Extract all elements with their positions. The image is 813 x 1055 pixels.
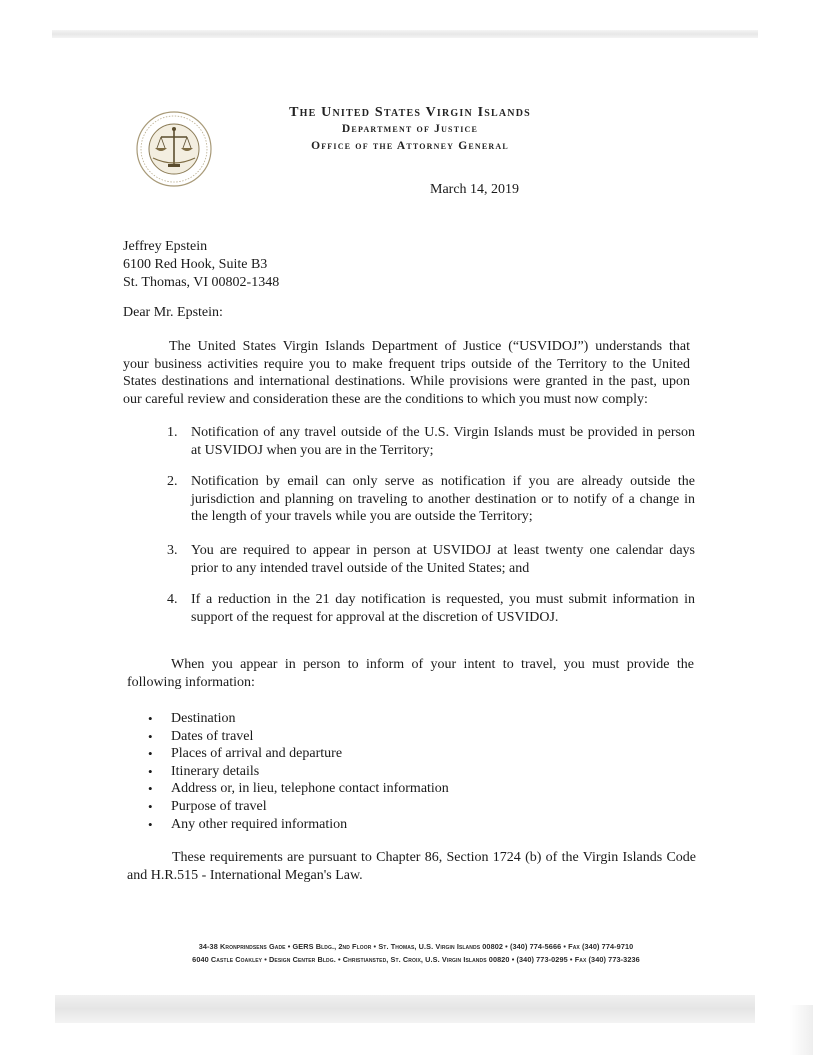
bullet-icon: •: [148, 746, 153, 762]
list-item: [148, 745, 449, 763]
footer-address-st-croix: 6040 Castle Coakley • Design Center Bldg. • Christiansted, St. Croix, U.S. Virgin Islands 00820 • (340) 773-0295 • Fax (340) 773-3236: [192, 955, 640, 964]
letterhead-footer: [60, 940, 772, 966]
bullet-icon: •: [148, 711, 153, 726]
list-item-text: Itinerary details: [171, 763, 260, 779]
condition-number: 1.: [167, 425, 178, 440]
list-item-text: Purpose of travel: [171, 798, 267, 814]
required-info-list: [148, 710, 449, 833]
intro-paragraph-line: our careful review and consideration these are the conditions to which you must now comply:: [123, 391, 648, 407]
condition-item: [167, 473, 695, 526]
list-item-text: Places of arrival and departure: [171, 746, 343, 762]
condition-number: 4.: [167, 592, 178, 607]
recipient-address-line-1: 6100 Red Hook, Suite B3: [123, 257, 268, 272]
bullet-icon: •: [148, 798, 153, 814]
condition-line: Notification by email can only serve as notification if you are already outside the: [191, 474, 695, 489]
seal-icon: [135, 110, 213, 188]
footer-address-st-thomas: 34-38 Kronprindsens Gade • GERS Bldg., 2nd Floor • St. Thomas, U.S. Virgin Islands 00802 • (340) 774-5666 • Fax (340) 774-9710: [198, 942, 634, 951]
condition-line: jurisdiction and planning on traveling to another destination or to notify of a change in: [191, 491, 695, 507]
letterhead: [220, 104, 600, 155]
letterhead-department: Department of Justice: [341, 123, 479, 135]
info-paragraph-line: following information:: [127, 674, 255, 690]
condition-item: [167, 424, 695, 459]
recipient-name: Jeffrey Epstein: [123, 239, 208, 254]
list-item-text: Any other required information: [171, 816, 348, 832]
letterhead-office: Office of the Attorney General: [311, 140, 509, 152]
condition-item: [167, 591, 695, 626]
condition-item: [167, 542, 695, 577]
intro-paragraph-line: States destinations and international destinations. While provisions were granted in the past, upon: [123, 374, 690, 389]
condition-line: prior to any intended travel outside of the United States; and: [191, 560, 530, 576]
list-item: [148, 780, 449, 798]
info-paragraph: [127, 656, 694, 691]
list-item-text: Destination: [171, 711, 236, 726]
bullet-icon: •: [148, 763, 153, 779]
closing-paragraph-line: and H.R.515 - International Megan's Law.: [127, 867, 363, 883]
list-item: [148, 710, 449, 728]
recipient-address-block: [123, 238, 423, 292]
bullet-icon: •: [148, 728, 153, 744]
scan-edge-bottom: [55, 995, 755, 1023]
bullet-icon: •: [148, 781, 153, 797]
condition-line: at USVIDOJ when you are in the Territory;: [191, 442, 434, 458]
letterhead-jurisdiction: The United States Virgin Islands: [289, 105, 531, 120]
bullet-icon: •: [148, 816, 153, 832]
list-item: [148, 763, 449, 781]
condition-line: the length of your travels while you are outside the Territory;: [191, 509, 533, 524]
list-item: [148, 728, 449, 746]
letter-date: March 14, 2019: [430, 182, 520, 197]
condition-line: You are required to appear in person at USVIDOJ at least twenty one calendar days: [191, 543, 695, 558]
list-item-text: Address or, in lieu, telephone contact information: [171, 781, 449, 797]
condition-line: Notification of any travel outside of the U.S. Virgin Islands must be provided in person: [191, 425, 695, 440]
condition-number: 3.: [167, 543, 178, 558]
condition-line: If a reduction in the 21 day notification is requested, you must submit information in: [191, 592, 695, 607]
recipient-address-line-2: St. Thomas, VI 00802-1348: [123, 275, 280, 290]
list-item: [148, 798, 449, 816]
list-item-text: Dates of travel: [171, 728, 254, 744]
info-paragraph-line: When you appear in person to inform of your intent to travel, you must provide the: [171, 657, 694, 672]
scan-edge-top: [52, 30, 758, 38]
list-item: [148, 816, 449, 834]
salutation: Dear Mr. Epstein:: [123, 305, 223, 320]
scan-edge-corner: [790, 1005, 813, 1055]
closing-paragraph-line: These requirements are pursuant to Chapter 86, Section 1724 (b) of the Virgin Islands Code: [172, 850, 696, 865]
condition-line: support of the request for approval at the discretion of USVIDOJ.: [191, 609, 559, 625]
intro-paragraph-line: The United States Virgin Islands Department of Justice (“USVIDOJ”) understands that: [169, 339, 690, 354]
closing-paragraph: [127, 849, 696, 884]
intro-paragraph-line: your business activities require you to make frequent trips outside of the Territory to the United: [123, 356, 690, 372]
intro-paragraph: [123, 338, 690, 408]
condition-number: 2.: [167, 474, 178, 489]
